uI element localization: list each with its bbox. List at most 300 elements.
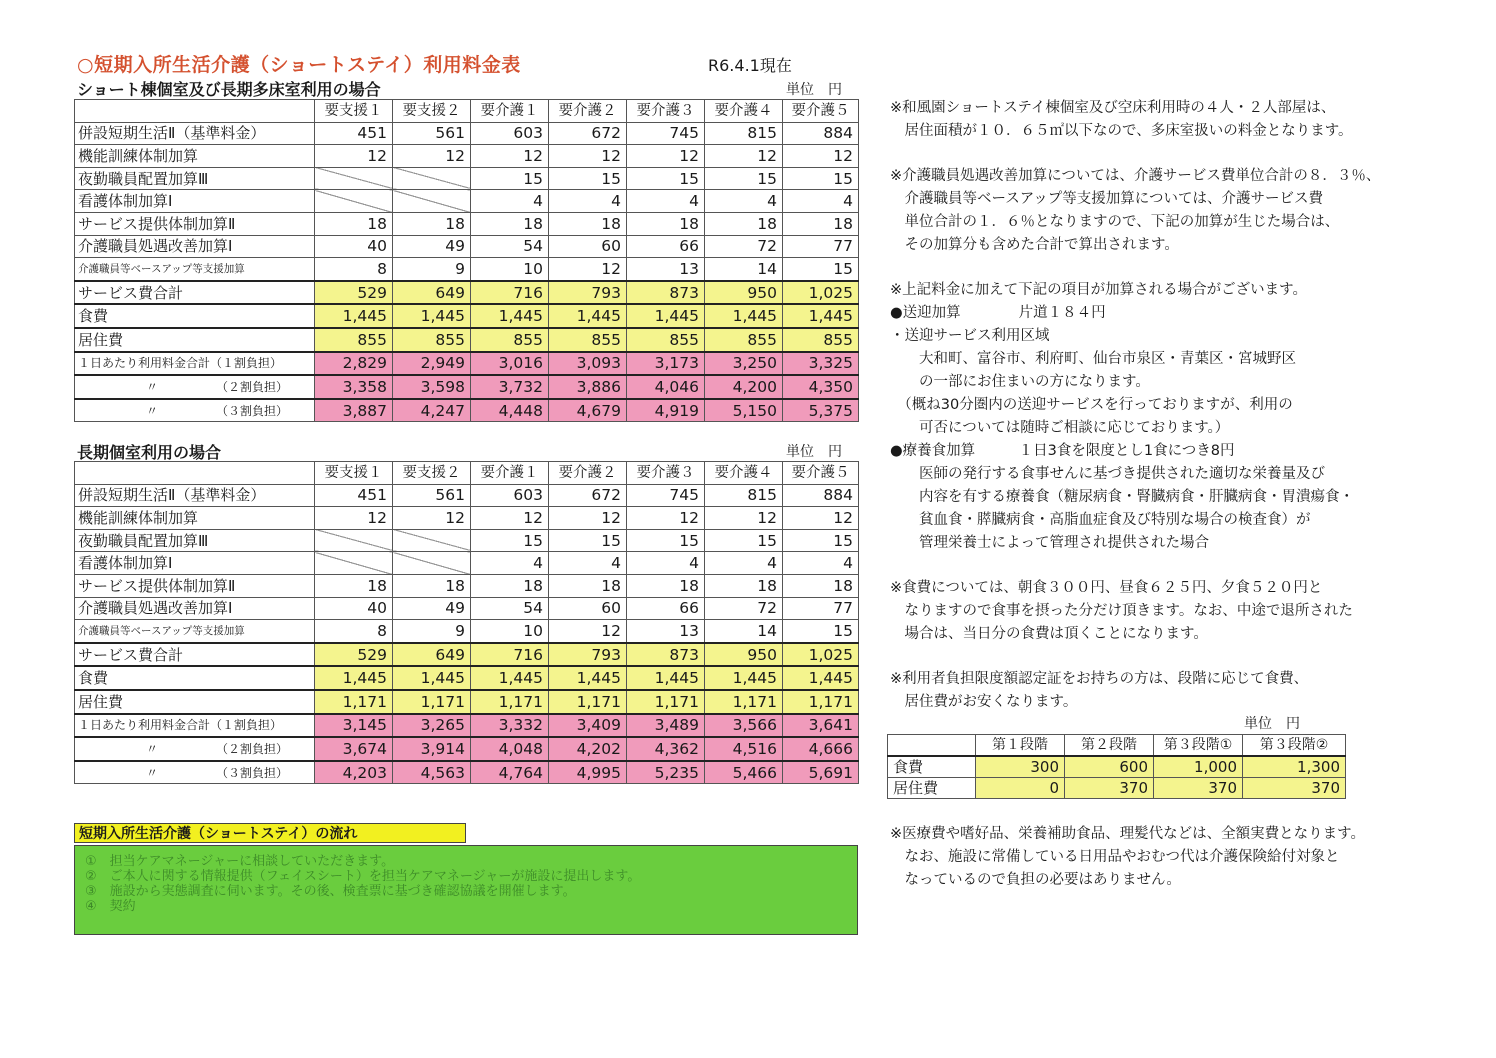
- ditto-mark: 〃: [146, 765, 159, 780]
- table-cell: 649: [393, 643, 471, 667]
- row-label: 併設短期生活Ⅱ（基準料金）: [75, 484, 315, 507]
- table-cell: 4,679: [549, 399, 627, 422]
- stage-table-unit: 単位 円: [1244, 716, 1300, 732]
- table-row: [75, 145, 859, 168]
- table-cell: 12: [783, 145, 859, 168]
- table-row: [75, 714, 859, 738]
- row-label: 看護体制加算Ⅰ: [75, 190, 315, 213]
- column-header: 要支援１: [315, 100, 393, 123]
- table-cell: 3,732: [471, 375, 549, 399]
- table-cell: 4: [549, 552, 627, 575]
- table-row: [75, 352, 859, 376]
- table-cell: 18: [393, 574, 471, 597]
- table-cell: 1,445: [315, 304, 393, 328]
- table-cell: 18: [471, 212, 549, 235]
- row-label: 介護職員等ベースアップ等支援加算: [75, 620, 315, 643]
- column-header: 要介護４: [705, 462, 783, 485]
- stage-cell: 1,300: [1243, 756, 1346, 778]
- table-cell: 4,995: [549, 761, 627, 784]
- column-header: 要介護２: [549, 462, 627, 485]
- stage-cell: 370: [1154, 778, 1243, 799]
- table-cell: 3,887: [315, 399, 393, 422]
- table-cell: 716: [471, 281, 549, 305]
- row-label: 夜勤職員配置加算Ⅲ: [75, 167, 315, 190]
- table-cell: [315, 552, 393, 575]
- fee-table-long: [74, 461, 859, 784]
- row-label: １日あたり利用料金合計（１割負担）: [75, 352, 315, 376]
- table-cell: 49: [393, 597, 471, 620]
- table-cell: 3,598: [393, 375, 471, 399]
- table-cell: 12: [705, 507, 783, 530]
- table-cell: 66: [627, 597, 705, 620]
- table-cell: [393, 552, 471, 575]
- row-label: 食費: [75, 666, 315, 690]
- table-cell: 4,362: [627, 737, 705, 761]
- table-cell: 561: [393, 484, 471, 507]
- table-cell: 716: [471, 643, 549, 667]
- page-title: ○短期入所生活介護（ショートステイ）利用料金表: [77, 54, 521, 76]
- table-cell: 3,914: [393, 737, 471, 761]
- table-cell: 3,145: [315, 714, 393, 738]
- table-row: [75, 529, 859, 552]
- table-cell: 3,265: [393, 714, 471, 738]
- note-line: 可否については随時ご相談に応じております。）: [890, 420, 1230, 436]
- table-cell: 4,202: [549, 737, 627, 761]
- table-cell: 15: [705, 529, 783, 552]
- note-line: 介護職員等ベースアップ等支援加算については、介護サービス費: [890, 191, 1323, 207]
- table-cell: 4: [783, 552, 859, 575]
- table-cell: 18: [315, 574, 393, 597]
- column-header: 要介護２: [549, 100, 627, 123]
- table-cell: 855: [315, 328, 393, 352]
- table-cell: 3,489: [627, 714, 705, 738]
- table-cell: 745: [627, 122, 705, 145]
- table-cell: 12: [393, 145, 471, 168]
- note-line: なお、施設に常備している日用品やおむつ代は介護保険給付対象と: [890, 849, 1340, 865]
- table-cell: 873: [627, 281, 705, 305]
- stage-cell: 1,000: [1154, 756, 1243, 778]
- table-cell: 77: [783, 597, 859, 620]
- table-cell: 3,173: [627, 352, 705, 376]
- table-cell: 4: [627, 552, 705, 575]
- table-cell: 13: [627, 258, 705, 281]
- table-cell: 672: [549, 484, 627, 507]
- row-label: 食費: [75, 304, 315, 328]
- table-row: [75, 552, 859, 575]
- column-header: 要介護１: [471, 100, 549, 123]
- table-cell: 1,445: [471, 666, 549, 690]
- stage-cell: 300: [976, 756, 1065, 778]
- note-line: ※利用者負担限度額認定証をお持ちの方は、段階に応じて食費、: [890, 671, 1309, 687]
- table-row: [75, 597, 859, 620]
- stage-header: 第２段階: [1065, 735, 1154, 757]
- table-cell: 4,046: [627, 375, 705, 399]
- table-cell: 18: [315, 212, 393, 235]
- table-row: [75, 375, 859, 399]
- table-cell: 2,829: [315, 352, 393, 376]
- table-cell: 5,466: [705, 761, 783, 784]
- table-cell: 3,016: [471, 352, 549, 376]
- note-line: ※医療費や嗜好品、栄養補助食品、理髪代などは、全額実費となります。: [890, 826, 1365, 842]
- flow-step: ② ご本人に関する情報提供（フェイスシート）を担当ケアマネージャーが施設に提出します。: [85, 869, 641, 884]
- table-cell: 14: [705, 620, 783, 643]
- note-line: ※介護職員処遇改善加算については、介護サービス費単位合計の８．３％、: [890, 168, 1381, 184]
- stage-cell: 0: [976, 778, 1065, 799]
- table-cell: 18: [393, 212, 471, 235]
- table-cell: 4: [705, 552, 783, 575]
- table-row: [75, 643, 859, 667]
- table-row: [75, 761, 859, 784]
- table-cell: 1,445: [471, 304, 549, 328]
- table-cell: 3,886: [549, 375, 627, 399]
- note-line: ※和風園ショートステイ棟個室及び空床利用時の４人・２人部屋は、: [890, 100, 1336, 116]
- table-cell: 9: [393, 620, 471, 643]
- note-line: 管理栄養士によって管理され提供された場合: [890, 535, 1209, 551]
- table-cell: 60: [549, 235, 627, 258]
- table-cell: 855: [705, 328, 783, 352]
- table-cell: 884: [783, 484, 859, 507]
- ditto-mark: 〃: [146, 403, 159, 418]
- stage-row-label: 居住費: [888, 778, 976, 799]
- table-row: [75, 737, 859, 761]
- table-row: [75, 258, 859, 281]
- row-label: 〃 （３割負担）: [75, 399, 315, 422]
- table-cell: 5,150: [705, 399, 783, 422]
- row-label: 夜勤職員配置加算Ⅲ: [75, 529, 315, 552]
- stage-header: 第３段階②: [1243, 735, 1346, 757]
- stage-cell: 600: [1065, 756, 1154, 778]
- table-cell: 10: [471, 620, 549, 643]
- table-cell: 1,171: [549, 690, 627, 714]
- row-label: 居住費: [75, 690, 315, 714]
- notes-footer: [890, 823, 1450, 892]
- table-cell: 5,691: [783, 761, 859, 784]
- table-cell: 12: [627, 145, 705, 168]
- table-cell: 855: [471, 328, 549, 352]
- table-cell: 15: [783, 529, 859, 552]
- table-cell: 18: [705, 212, 783, 235]
- table-cell: 855: [783, 328, 859, 352]
- stage-row-label: 食費: [888, 756, 976, 778]
- table-row: [75, 399, 859, 422]
- table-cell: 815: [705, 122, 783, 145]
- table-cell: 950: [705, 281, 783, 305]
- table-cell: [393, 529, 471, 552]
- table-cell: 672: [549, 122, 627, 145]
- table-cell: 12: [315, 145, 393, 168]
- stage-header: 第１段階: [976, 735, 1065, 757]
- table-cell: 13: [627, 620, 705, 643]
- table-cell: 5,375: [783, 399, 859, 422]
- note-line: ●送迎加算 片道１８４円: [890, 305, 1106, 321]
- table-cell: 4: [471, 190, 549, 213]
- table-cell: 77: [783, 235, 859, 258]
- table-cell: 1,445: [315, 666, 393, 690]
- table-cell: 12: [471, 507, 549, 530]
- table-cell: 3,674: [315, 737, 393, 761]
- table-cell: 5,235: [627, 761, 705, 784]
- table-row: [75, 281, 859, 305]
- column-header: 要介護３: [627, 100, 705, 123]
- note-line: その加算分も含めた合計で算出されます。: [890, 237, 1179, 253]
- row-label: サービス提供体制加算Ⅱ: [75, 212, 315, 235]
- flow-steps: [74, 845, 858, 935]
- table-cell: 3,250: [705, 352, 783, 376]
- table-cell: 1,445: [549, 666, 627, 690]
- table-cell: 855: [549, 328, 627, 352]
- table-cell: 12: [471, 145, 549, 168]
- table-cell: 8: [315, 620, 393, 643]
- table-cell: 4,048: [471, 737, 549, 761]
- table-cell: 12: [315, 507, 393, 530]
- table-cell: 3,325: [783, 352, 859, 376]
- table-cell: 793: [549, 281, 627, 305]
- table-row: [75, 507, 859, 530]
- row-label: サービス提供体制加算Ⅱ: [75, 574, 315, 597]
- table-cell: 12: [705, 145, 783, 168]
- note-line: 居住面積が１０．６５㎡以下なので、多床室扱いの料金となります。: [890, 123, 1353, 139]
- note-line: 大和町、富谷市、利府町、仙台市泉区・青葉区・宮城野区: [890, 351, 1296, 367]
- fee-table-short: [74, 99, 859, 422]
- table-cell: 3,093: [549, 352, 627, 376]
- table-cell: 3,332: [471, 714, 549, 738]
- table-cell: 12: [393, 507, 471, 530]
- table-cell: 12: [549, 145, 627, 168]
- row-label: 介護職員処遇改善加算Ⅰ: [75, 235, 315, 258]
- table-cell: 1,171: [627, 690, 705, 714]
- table-cell: 4,666: [783, 737, 859, 761]
- table-cell: 603: [471, 484, 549, 507]
- table-cell: 4,516: [705, 737, 783, 761]
- column-header: 要介護４: [705, 100, 783, 123]
- table-cell: 4,764: [471, 761, 549, 784]
- row-label: 介護職員処遇改善加算Ⅰ: [75, 597, 315, 620]
- note-line: ※上記料金に加えて下記の項目が加算される場合がございます。: [890, 282, 1307, 298]
- note-line: 居住費がお安くなります。: [890, 694, 1078, 710]
- table-cell: 1,445: [627, 666, 705, 690]
- table-cell: 4: [549, 190, 627, 213]
- column-header: 要介護１: [471, 462, 549, 485]
- table-row: [75, 212, 859, 235]
- ditto-mark: 〃: [146, 741, 159, 756]
- table-cell: 10: [471, 258, 549, 281]
- table-row: [75, 666, 859, 690]
- table-cell: 18: [549, 212, 627, 235]
- note-line: なっているので負担の必要はありません。: [890, 872, 1181, 888]
- row-label: 〃 （２割負担）: [75, 737, 315, 761]
- note-line: 医師の発行する食事せんに基づき提供された適切な栄養量及び: [890, 466, 1325, 482]
- table-cell: 8: [315, 258, 393, 281]
- column-header: 要介護５: [783, 100, 859, 123]
- table-cell: 4: [783, 190, 859, 213]
- table-cell: 529: [315, 643, 393, 667]
- table-cell: 793: [549, 643, 627, 667]
- table-cell: 1,171: [705, 690, 783, 714]
- flow-title: 短期入所生活介護（ショートステイ）の流れ: [74, 823, 466, 843]
- table-cell: 3,358: [315, 375, 393, 399]
- table-cell: 18: [783, 574, 859, 597]
- row-label: 介護職員等ベースアップ等支援加算: [75, 258, 315, 281]
- table-cell: 1,445: [393, 666, 471, 690]
- table-cell: 4,350: [783, 375, 859, 399]
- table-cell: [393, 167, 471, 190]
- table-cell: 3,641: [783, 714, 859, 738]
- table-cell: 40: [315, 597, 393, 620]
- table-row: [75, 690, 859, 714]
- note-line: ・送迎サービス利用区域: [890, 328, 1050, 344]
- note-line: 単位合計の１．６％となりますので、下記の加算が生じた場合は、: [890, 214, 1340, 230]
- table-cell: 4,919: [627, 399, 705, 422]
- table-cell: 72: [705, 235, 783, 258]
- table-row: [75, 190, 859, 213]
- table-cell: 873: [627, 643, 705, 667]
- note-line: なりますので食事を摂った分だけ頂きます。なお、中途で退所された: [890, 603, 1353, 619]
- table-row: [75, 484, 859, 507]
- table-cell: 1,445: [627, 304, 705, 328]
- table-cell: 54: [471, 235, 549, 258]
- table-cell: 4,200: [705, 375, 783, 399]
- flow-step: ④ 契約: [85, 899, 136, 914]
- table-cell: 15: [627, 167, 705, 190]
- row-label: 機能訓練体制加算: [75, 145, 315, 168]
- table-cell: 54: [471, 597, 549, 620]
- table-cell: 15: [705, 167, 783, 190]
- column-header: 要支援１: [315, 462, 393, 485]
- table-cell: 1,445: [783, 666, 859, 690]
- table-cell: 66: [627, 235, 705, 258]
- table-cell: 15: [627, 529, 705, 552]
- table-cell: 18: [471, 574, 549, 597]
- table-cell: 4,563: [393, 761, 471, 784]
- table-cell: 18: [627, 574, 705, 597]
- table-cell: 12: [549, 620, 627, 643]
- table-cell: 1,445: [393, 304, 471, 328]
- table-cell: 4: [471, 552, 549, 575]
- column-header: 要支援２: [393, 462, 471, 485]
- table-row: [75, 328, 859, 352]
- table-cell: 855: [393, 328, 471, 352]
- table-cell: 745: [627, 484, 705, 507]
- table-cell: 3,566: [705, 714, 783, 738]
- table-cell: [393, 190, 471, 213]
- note-line: 内容を有する療養食（糖尿病食・腎臓病食・肝臓病食・胃潰瘍食・: [890, 489, 1354, 505]
- stage-cell: 370: [1065, 778, 1154, 799]
- table-cell: [315, 190, 393, 213]
- table-cell: 2,949: [393, 352, 471, 376]
- table-cell: 14: [705, 258, 783, 281]
- row-label: サービス費合計: [75, 281, 315, 305]
- table-cell: 12: [549, 507, 627, 530]
- table-cell: 72: [705, 597, 783, 620]
- table-cell: 1,171: [393, 690, 471, 714]
- table-row: [75, 304, 859, 328]
- table1-title: ショート棟個室及び長期多床室利用の場合: [77, 80, 381, 99]
- note-line: 貧血食・膵臓病食・高脂血症食及び特別な場合の検査食）が: [890, 512, 1311, 528]
- table-row: [75, 235, 859, 258]
- table-row: [75, 122, 859, 145]
- table-cell: 4,203: [315, 761, 393, 784]
- table-row: [75, 574, 859, 597]
- table-cell: 15: [549, 167, 627, 190]
- table-cell: 15: [783, 167, 859, 190]
- table-cell: 1,445: [549, 304, 627, 328]
- table-cell: 4: [705, 190, 783, 213]
- table-cell: 1,445: [705, 304, 783, 328]
- table-cell: 12: [783, 507, 859, 530]
- table-cell: 1,445: [783, 304, 859, 328]
- table-row: [75, 620, 859, 643]
- table-cell: 1,445: [705, 666, 783, 690]
- note-line: （概ね30分圏内の送迎サービスを行っておりますが、利用の: [890, 397, 1293, 413]
- ditto-mark: 〃: [146, 379, 159, 394]
- table-cell: 4: [627, 190, 705, 213]
- row-label: サービス費合計: [75, 643, 315, 667]
- table-cell: 451: [315, 122, 393, 145]
- row-label: 居住費: [75, 328, 315, 352]
- table-cell: 60: [549, 597, 627, 620]
- table2-title: 長期個室利用の場合: [77, 443, 222, 462]
- note-line: 場合は、当日分の食費は頂くことになります。: [890, 626, 1208, 642]
- table-cell: 815: [705, 484, 783, 507]
- table-cell: 4,247: [393, 399, 471, 422]
- as-of-date: R6.4.1現在: [708, 56, 792, 75]
- note-line: の一部にお住まいの方になります。: [890, 374, 1150, 390]
- table-cell: 40: [315, 235, 393, 258]
- table-row: [75, 167, 859, 190]
- table-cell: 1,025: [783, 643, 859, 667]
- table-cell: 1,171: [783, 690, 859, 714]
- table-cell: 649: [393, 281, 471, 305]
- table-cell: 1,171: [315, 690, 393, 714]
- table-cell: 15: [783, 620, 859, 643]
- stage-table: [887, 734, 1346, 799]
- flow-step: ③ 施設から実態調査に伺います。その後、検査票に基づき確認協議を開催します。: [85, 884, 576, 899]
- table-cell: 9: [393, 258, 471, 281]
- table-cell: 12: [627, 507, 705, 530]
- table-cell: 950: [705, 643, 783, 667]
- note-line: ※食費については、朝食３００円、昼食６２５円、夕食５２０円と: [890, 580, 1323, 596]
- table-cell: 18: [627, 212, 705, 235]
- row-label: 機能訓練体制加算: [75, 507, 315, 530]
- row-label: １日あたり利用料金合計（１割負担）: [75, 714, 315, 738]
- table-cell: 884: [783, 122, 859, 145]
- table-cell: 1,025: [783, 281, 859, 305]
- table-cell: 603: [471, 122, 549, 145]
- table-cell: 18: [783, 212, 859, 235]
- table1-unit: 単位 円: [786, 82, 842, 98]
- table-cell: [315, 529, 393, 552]
- table-cell: 18: [549, 574, 627, 597]
- table-cell: 15: [471, 529, 549, 552]
- column-header: 要介護５: [783, 462, 859, 485]
- table-cell: 1,171: [471, 690, 549, 714]
- table-cell: 12: [549, 258, 627, 281]
- row-label: 〃 （２割負担）: [75, 375, 315, 399]
- notes-panel: [890, 97, 1450, 714]
- table-cell: 15: [549, 529, 627, 552]
- stage-cell: 370: [1243, 778, 1346, 799]
- row-label: 併設短期生活Ⅱ（基準料金）: [75, 122, 315, 145]
- column-header: 要介護３: [627, 462, 705, 485]
- flow-step: ① 担当ケアマネージャーに相談していただきます。: [85, 854, 395, 869]
- column-header: 要支援２: [393, 100, 471, 123]
- table-cell: 561: [393, 122, 471, 145]
- table-cell: 4,448: [471, 399, 549, 422]
- table-cell: 855: [627, 328, 705, 352]
- table-cell: 451: [315, 484, 393, 507]
- row-label: 〃 （３割負担）: [75, 761, 315, 784]
- row-label: 看護体制加算Ⅰ: [75, 552, 315, 575]
